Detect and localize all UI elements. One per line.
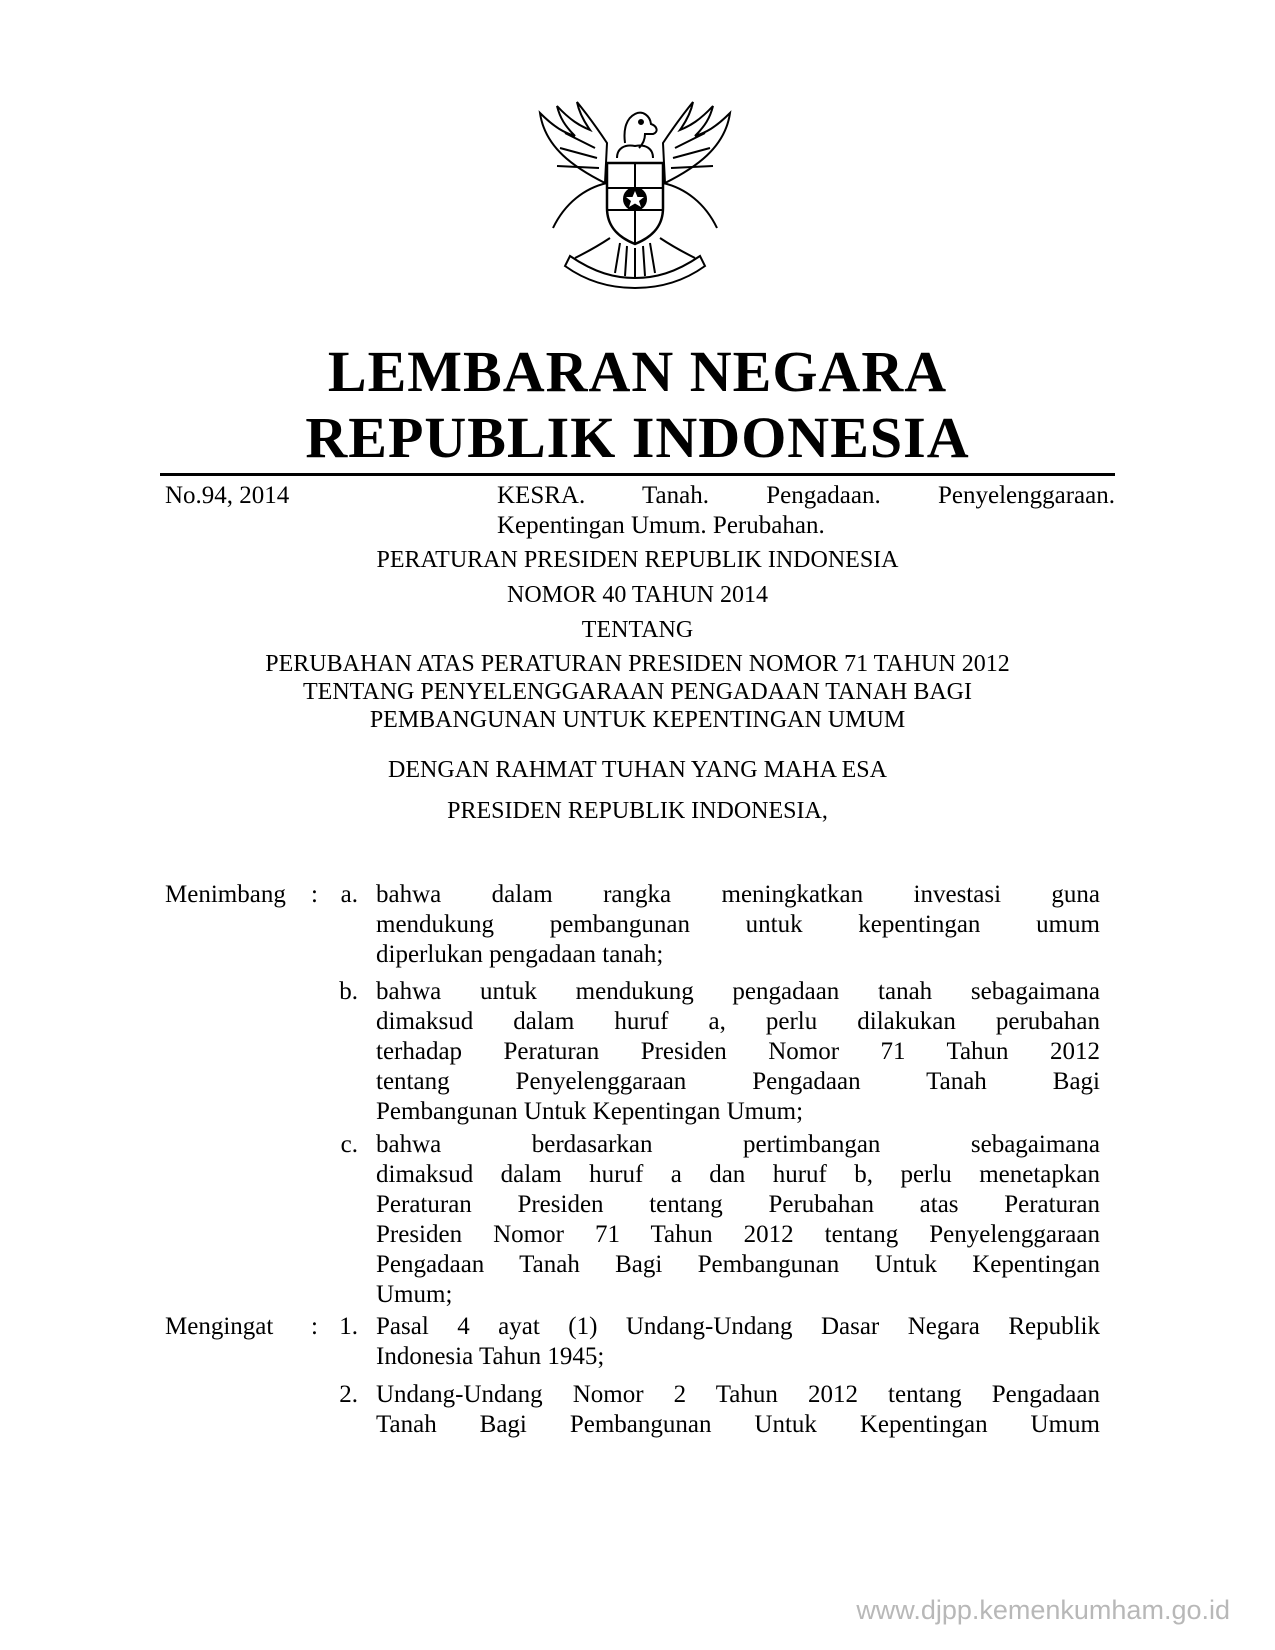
gazette-number: No.94, 2014 xyxy=(165,482,290,509)
gazette-subject xyxy=(497,481,1115,541)
menimbang-colon: : xyxy=(311,881,318,908)
regulation-tentang: TENTANG xyxy=(581,617,694,643)
item-line: Indonesia Tahun 1945; xyxy=(376,1343,605,1370)
item-line: bahwa berdasarkan pertimbangan sebagaimana xyxy=(376,1131,1100,1158)
item-line: Undang-Undang Nomor 2 Tahun 2012 tentang Pengadaan xyxy=(376,1381,1100,1408)
menimbang-label: Menimbang xyxy=(165,881,286,908)
item-line: Pembangunan Untuk Kepentingan Umum; xyxy=(376,1098,804,1125)
item-line: Umum; xyxy=(376,1281,453,1308)
item-marker: 2. xyxy=(339,1381,358,1408)
mengingat-item-1 xyxy=(376,1312,1100,1372)
item-line: Pengadaan Tanah Bagi Pembangunan Untuk Kepentingan xyxy=(376,1251,1100,1278)
gazette-title-line1: LEMBARAN NEGARA xyxy=(327,339,948,404)
gazette-subject-line: Kepentingan Umum. Perubahan. xyxy=(497,512,825,539)
mengingat-item-2 xyxy=(376,1380,1100,1440)
regulation-subject-line: PEMBANGUNAN UNTUK KEPENTINGAN UMUM xyxy=(369,707,906,733)
masthead-divider xyxy=(160,473,1115,476)
gazette-subject-line: KESRA. Tanah. Pengadaan. Penyelenggaraan. xyxy=(497,482,1115,509)
item-marker: a. xyxy=(340,881,358,908)
item-line: tentang Penyelenggaraan Pengadaan Tanah Bagi xyxy=(376,1068,1100,1095)
mengingat-label: Mengingat xyxy=(165,1313,274,1340)
item-line: bahwa dalam rangka meningkatkan investasi guna xyxy=(376,881,1100,908)
item-marker: b. xyxy=(339,978,358,1005)
item-line: Presiden Nomor 71 Tahun 2012 tentang Penyelenggaraan xyxy=(376,1221,1100,1248)
menimbang-item-b xyxy=(376,977,1100,1127)
regulation-title: PERATURAN PRESIDEN REPUBLIK INDONESIA xyxy=(376,547,899,573)
regulation-subject-line: PERUBAHAN ATAS PERATURAN PRESIDEN NOMOR 71 TAHUN 2012 xyxy=(265,651,1010,677)
item-line: diperlukan pengadaan tanah; xyxy=(376,941,664,968)
item-marker: 1. xyxy=(339,1313,358,1340)
gazette-title-line2: REPUBLIK INDONESIA xyxy=(305,405,970,470)
menimbang-item-a xyxy=(376,880,1100,970)
issuer: PRESIDEN REPUBLIK INDONESIA, xyxy=(447,798,828,824)
item-line: terhadap Peraturan Presiden Nomor 71 Tahun 2012 xyxy=(376,1038,1100,1065)
item-line: Pasal 4 ayat (1) Undang-Undang Dasar Negara Republik xyxy=(376,1313,1100,1340)
item-line: dimaksud dalam huruf a dan huruf b, perlu menetapkan xyxy=(376,1161,1100,1188)
item-line: mendukung pembangunan untuk kepentingan umum xyxy=(376,911,1100,938)
item-line: dimaksud dalam huruf a, perlu dilakukan perubahan xyxy=(376,1008,1100,1035)
mengingat-colon: : xyxy=(311,1313,318,1340)
invocation: DENGAN RAHMAT TUHAN YANG MAHA ESA xyxy=(388,757,887,783)
item-line: Peraturan Presiden tentang Perubahan atas Peraturan xyxy=(376,1191,1100,1218)
regulation-subject-line: TENTANG PENYELENGGARAAN PENGADAAN TANAH BAGI xyxy=(303,679,972,705)
item-line: Tanah Bagi Pembangunan Untuk Kepentingan Umum xyxy=(376,1411,1100,1438)
item-line: bahwa untuk mendukung pengadaan tanah sebagaimana xyxy=(376,978,1100,1005)
menimbang-item-c xyxy=(376,1130,1100,1310)
garuda-pancasila-emblem-icon xyxy=(535,88,735,298)
item-marker: c. xyxy=(340,1131,358,1158)
regulation-number: NOMOR 40 TAHUN 2014 xyxy=(507,582,768,608)
footer-website: www.djpp.kemenkumham.go.id xyxy=(856,1595,1230,1625)
